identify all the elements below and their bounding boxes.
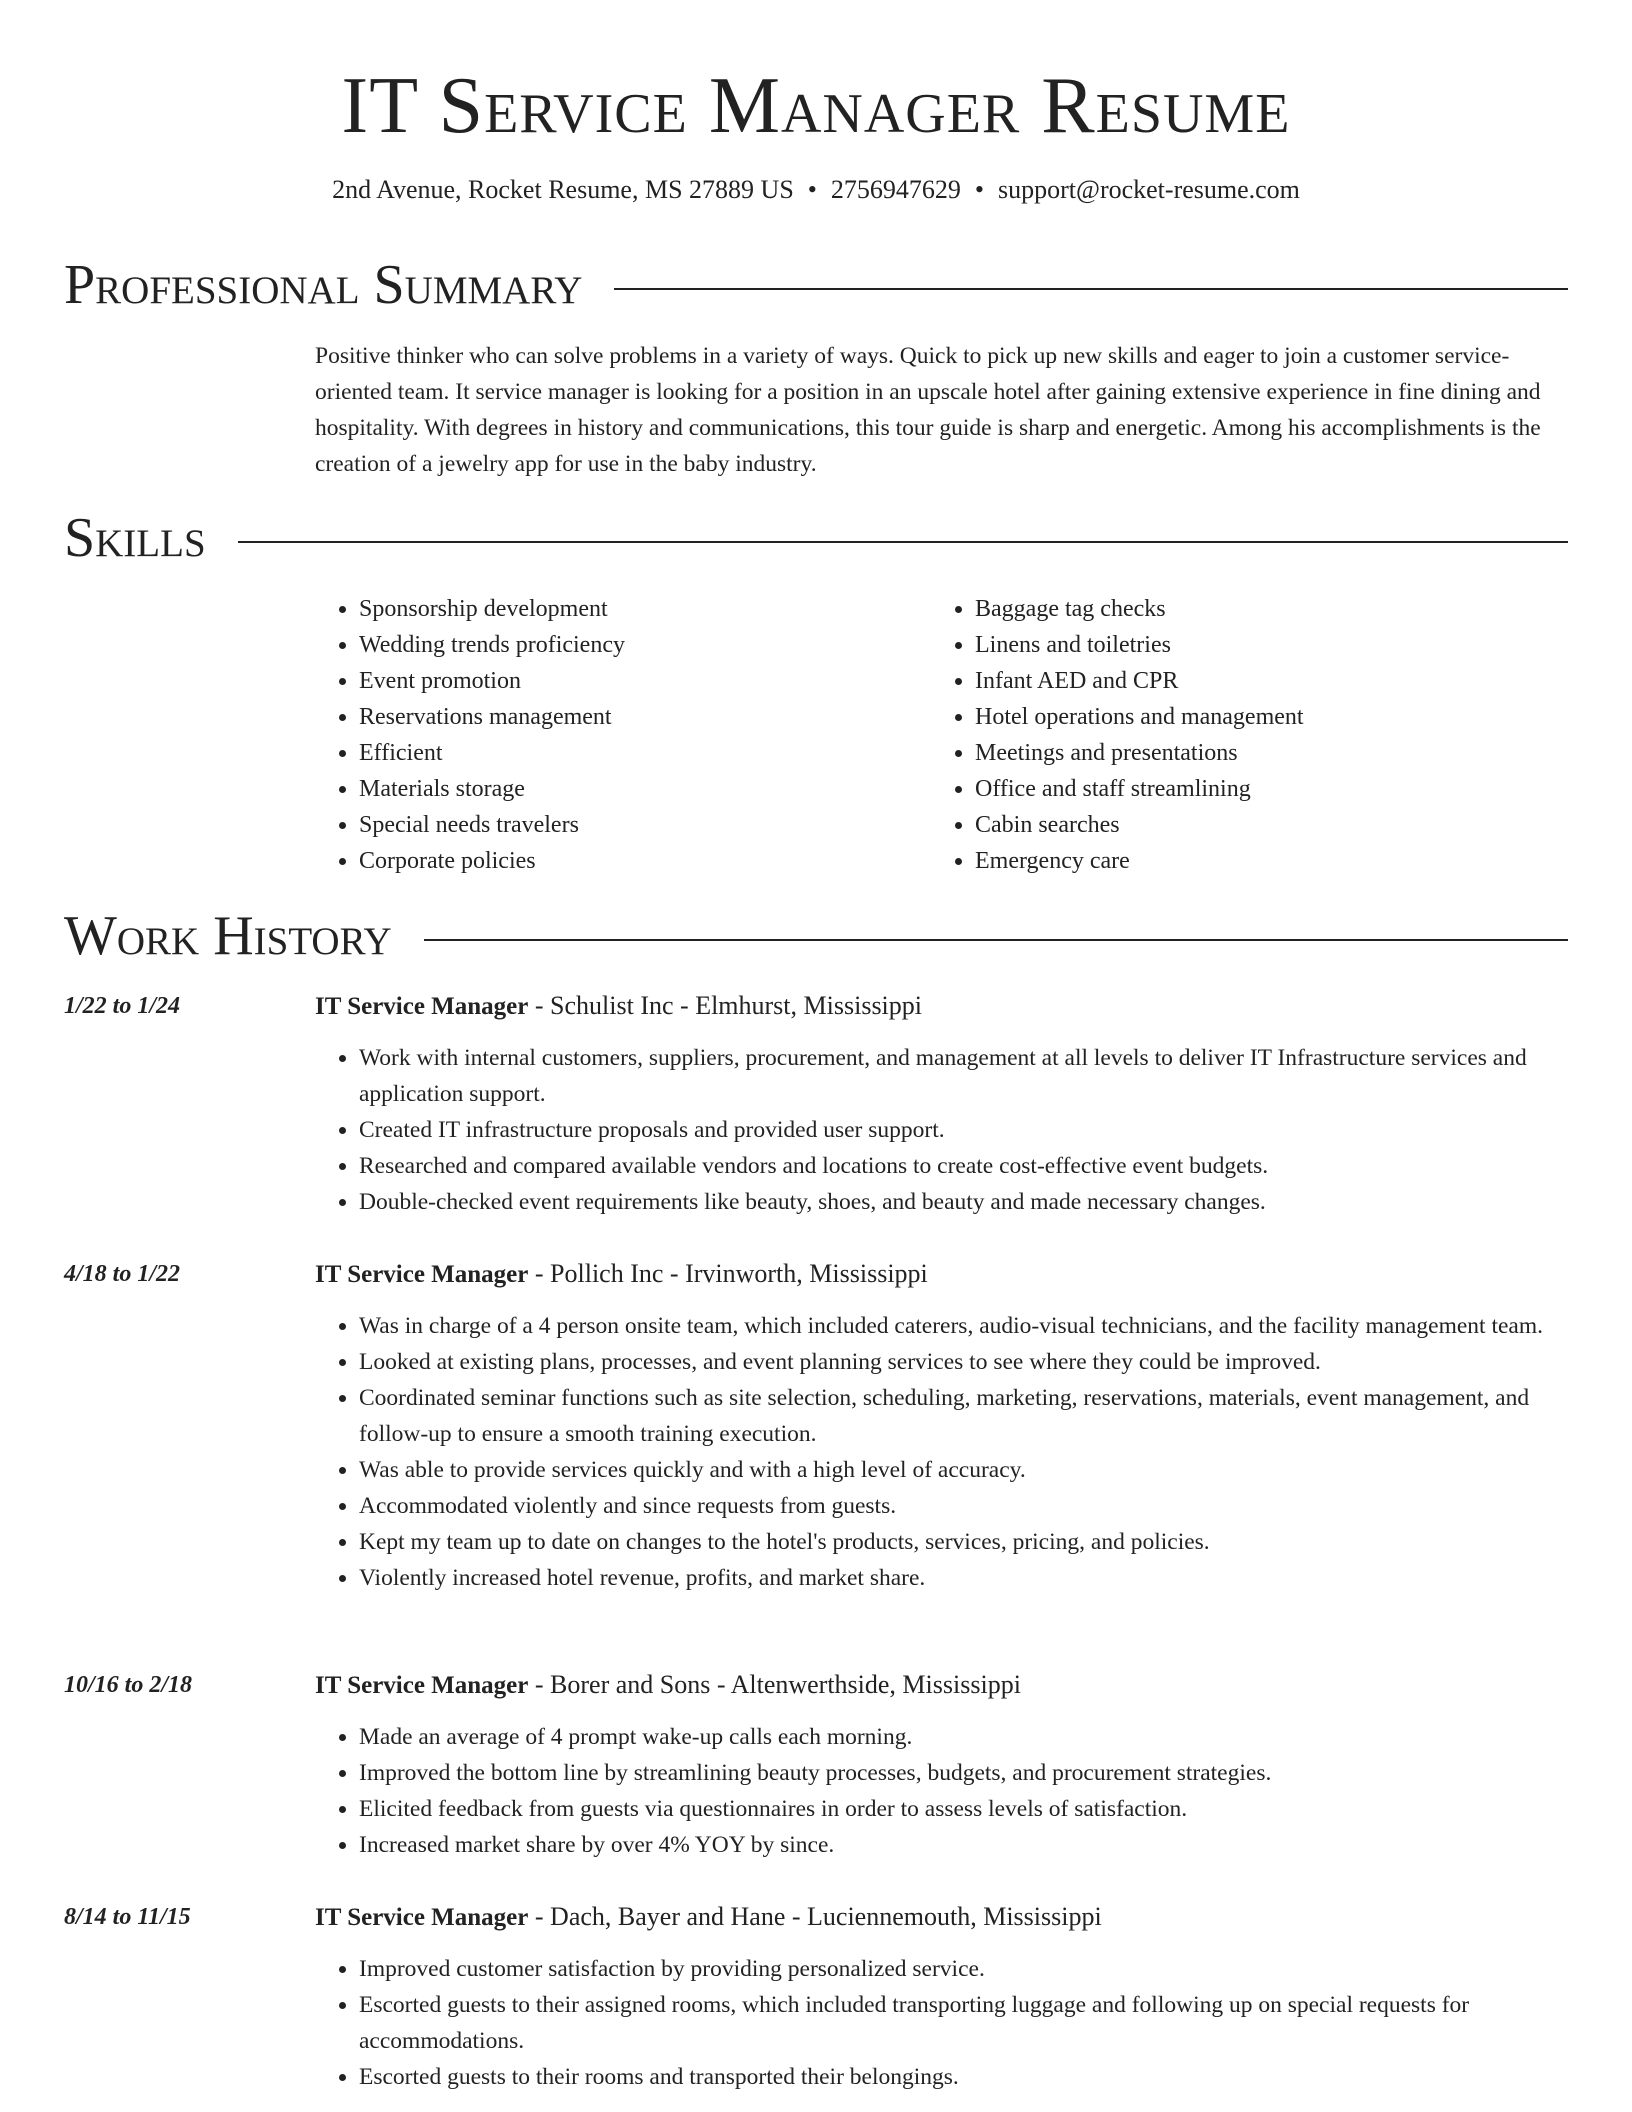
skill-item: • Cabin searches: [975, 807, 1547, 843]
job-bullets: [315, 1308, 1568, 1596]
contact-email: support@rocket-resume.com: [998, 175, 1300, 204]
job-bullet: • Escorted guests to their rooms and transported their belongings.: [359, 2059, 1568, 2095]
job-bullet: • Improved customer satisfaction by providing personalized service.: [359, 1951, 1568, 1987]
job-company-location: - Borer and Sons - Altenwerthside, Mississippi: [528, 1670, 1021, 1699]
skill-item: • Baggage tag checks: [975, 591, 1547, 627]
skill-item: • Special needs travelers: [359, 807, 931, 843]
section-divider: [614, 288, 1568, 290]
job-bullet: • Double-checked event requirements like beauty, shoes, and beauty and made necessary changes.: [359, 1184, 1568, 1220]
job-dates: 10/16 to 2/18: [64, 1672, 193, 1698]
skill-item: • Linens and toiletries: [975, 627, 1547, 663]
job-bullets: [315, 1951, 1568, 2095]
job-bullet: • Accommodated violently and since requests from guests.: [359, 1488, 1568, 1524]
job-dates: 1/22 to 1/24: [64, 993, 181, 1019]
skills-column-left: [315, 591, 931, 879]
job-bullet: • Violently increased hotel revenue, profits, and market share.: [359, 1560, 1568, 1596]
job-role: IT Service Manager: [315, 993, 529, 1020]
job-bullet: • Escorted guests to their assigned rooms, which included transporting luggage and following up on special requests for accommodations.: [359, 1987, 1568, 2059]
job-bullet: • Elicited feedback from guests via questionnaires in order to assess levels of satisfaction.: [359, 1791, 1568, 1827]
contact-line: [0, 174, 1632, 206]
skill-item: • Hotel operations and management: [975, 699, 1547, 735]
job-company-location: - Schulist Inc - Elmhurst, Mississippi: [528, 991, 923, 1020]
skill-item: • Corporate policies: [359, 843, 931, 879]
skill-item: • Wedding trends proficiency: [359, 627, 931, 663]
job-bullet: • Was in charge of a 4 person onsite team, which included caterers, audio-visual technicians, and the facility management team.: [359, 1308, 1568, 1344]
skill-item: • Sponsorship development: [359, 591, 931, 627]
skills-list: [315, 591, 1568, 879]
skill-item: • Emergency care: [975, 843, 1547, 879]
work-history-heading: Work History: [64, 905, 392, 967]
summary-text: Positive thinker who can solve problems in a variety of ways. Quick to pick up new skills and eager to join a customer service-oriented team. It service manager is looking for a position in an upscale hotel after gaining extensive experience in fine dining and hospitality. With degrees in history and communications, this tour guide is sharp and energetic. Among his accomplishments is the creation of a jewelry app for use in the baby industry.: [315, 343, 1541, 477]
job-heading: [315, 1899, 1102, 1936]
job-company-location: - Pollich Inc - Irvinworth, Mississippi: [528, 1259, 928, 1288]
contact-address: 2nd Avenue, Rocket Resume, MS 27889 US: [332, 175, 794, 204]
job-bullet: • Created IT infrastructure proposals and provided user support.: [359, 1112, 1568, 1148]
skill-item: • Meetings and presentations: [975, 735, 1547, 771]
skills-section-header: [64, 505, 1568, 571]
job-bullet: • Looked at existing plans, processes, and event planning services to see where they could be improved.: [359, 1344, 1568, 1380]
skill-item: • Efficient: [359, 735, 931, 771]
skill-item: • Event promotion: [359, 663, 931, 699]
job-bullet: • Work with internal customers, suppliers, procurement, and management at all levels to deliver IT Infrastructure services and application support.: [359, 1040, 1568, 1112]
skill-item: • Reservations management: [359, 699, 931, 735]
work-history-section-header: [64, 903, 1568, 969]
job-role: IT Service Manager: [315, 1672, 529, 1699]
contact-phone: 2756947629: [830, 175, 961, 204]
job-bullet: • Kept my team up to date on changes to the hotel's products, services, pricing, and policies.: [359, 1524, 1568, 1560]
job-company-location: - Dach, Bayer and Hane - Luciennemouth, Mississippi: [528, 1902, 1102, 1931]
skills-heading: Skills: [64, 507, 206, 569]
job-heading: [315, 1256, 928, 1293]
summary-heading: Professional Summary: [64, 254, 583, 316]
resume-title: IT Service Manager Resume: [341, 62, 1291, 150]
skill-item: • Office and staff streamlining: [975, 771, 1547, 807]
job-role: IT Service Manager: [315, 1904, 529, 1931]
job-bullet: • Was able to provide services quickly and with a high level of accuracy.: [359, 1452, 1568, 1488]
contact-separator: •: [974, 175, 984, 204]
skill-item: • Infant AED and CPR: [975, 663, 1547, 699]
job-role: IT Service Manager: [315, 1261, 529, 1288]
job-bullet: • Coordinated seminar functions such as site selection, scheduling, marketing, reservations, materials, event management, and follow-up to ensure a smooth training execution.: [359, 1380, 1568, 1452]
job-bullet: • Increased market share by over 4% YOY by since.: [359, 1827, 1568, 1863]
job-bullet: • Improved the bottom line by streamlining beauty processes, budgets, and procurement strategies.: [359, 1755, 1568, 1791]
contact-separator: •: [807, 175, 817, 204]
section-divider: [424, 939, 1568, 941]
summary-section-header: [64, 252, 1568, 318]
job-bullet: • Made an average of 4 prompt wake-up calls each morning.: [359, 1719, 1568, 1755]
skills-column-right: [931, 591, 1547, 879]
job-heading: [315, 1667, 1021, 1704]
job-heading: [315, 988, 922, 1025]
job-bullets: [315, 1719, 1568, 1863]
job-bullet: • Researched and compared available vendors and locations to create cost-effective event budgets.: [359, 1148, 1568, 1184]
skill-item: • Materials storage: [359, 771, 931, 807]
job-dates: 4/18 to 1/22: [64, 1261, 181, 1287]
job-dates: 8/14 to 11/15: [64, 1904, 191, 1930]
job-bullets: [315, 1040, 1568, 1220]
section-divider: [238, 541, 1568, 543]
